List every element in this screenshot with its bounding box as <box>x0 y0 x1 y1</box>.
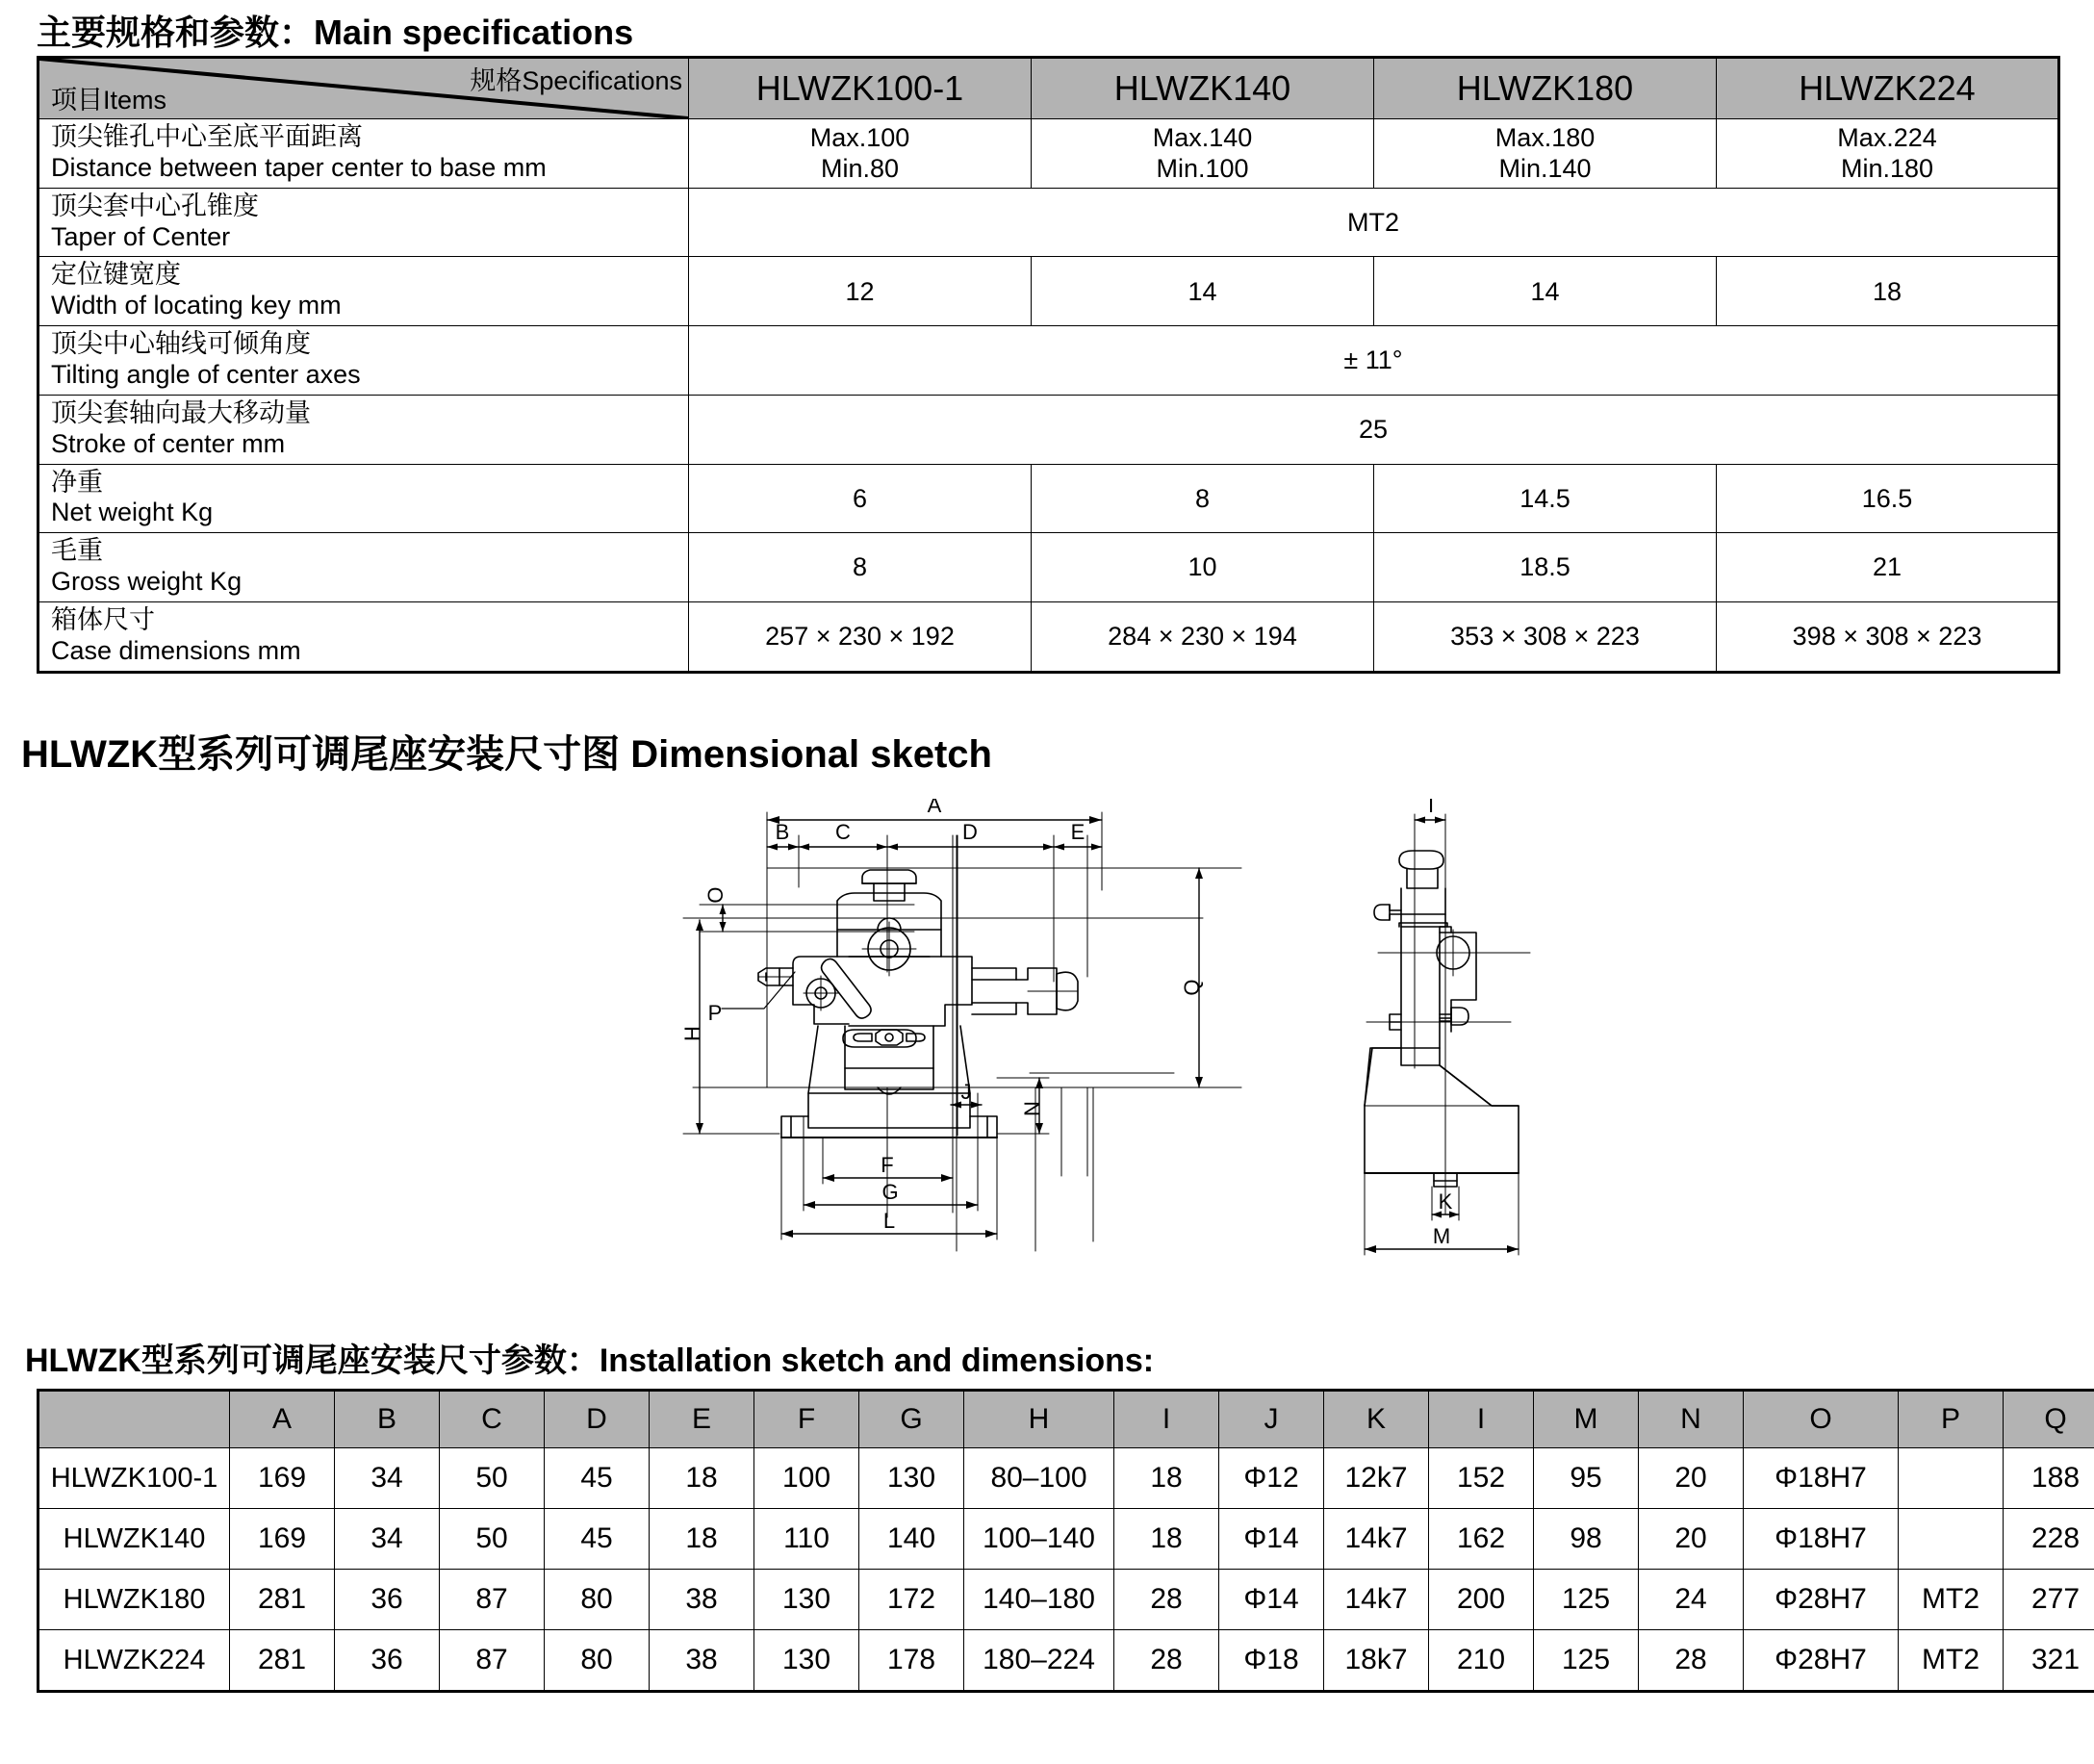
dim-column-header-E: E <box>650 1391 754 1448</box>
dim-column-header-K: K <box>1324 1391 1429 1448</box>
dim-cell-H: 80–100 <box>964 1448 1114 1509</box>
spec-row-item-label-cn: 净重 <box>51 467 103 497</box>
sketch-label-G: G <box>881 1180 899 1204</box>
dim-cell-C: 50 <box>440 1509 545 1570</box>
dim-column-header-I: I <box>1429 1391 1534 1448</box>
dim-cell-M: 125 <box>1534 1570 1639 1630</box>
dim-cell-I: 18 <box>1114 1448 1219 1509</box>
dim-cell-I: 28 <box>1114 1570 1219 1630</box>
dim-cell-C: 87 <box>440 1570 545 1630</box>
dim-cell-I: 152 <box>1429 1448 1534 1509</box>
spec-value-line1: 257 × 230 × 192 <box>765 622 955 652</box>
sketch-label-A: A <box>927 799 942 817</box>
sketch-label-M: M <box>1432 1224 1451 1248</box>
spec-row-item-label <box>38 257 689 326</box>
spec-row-item-label-en: Stroke of center mm <box>51 428 286 458</box>
table-row <box>38 1509 2094 1570</box>
dim-cell-O: Φ18H7 <box>1744 1448 1899 1509</box>
spec-value-line1: 10 <box>1187 552 1217 582</box>
dim-column-header-model <box>38 1391 230 1448</box>
spec-table-row <box>38 257 2059 326</box>
dim-column-header-M: M <box>1534 1391 1639 1448</box>
spec-row-item-label-cn: 箱体尺寸 <box>51 605 155 635</box>
spec-value-cell <box>1032 533 1374 602</box>
section-title-installation-dimensions: HLWZK型系列可调尾座安装尺寸参数：Installation sketch and dimensions: <box>25 1342 1155 1379</box>
dim-cell-F: 110 <box>754 1509 859 1570</box>
spec-value-line1: MT2 <box>1347 207 1399 237</box>
spec-value-cell <box>1032 257 1374 326</box>
spec-value-line1: Max.224 <box>1837 122 1937 152</box>
spec-value-line1: 284 × 230 × 194 <box>1108 622 1297 652</box>
dim-column-header-P: P <box>1899 1391 2004 1448</box>
spec-value-line1: Max.180 <box>1494 122 1596 152</box>
dim-cell-F: 130 <box>754 1630 859 1692</box>
table-row <box>38 1570 2094 1630</box>
spec-value-line1: Max.140 <box>1152 122 1253 152</box>
spec-row-item-label <box>38 119 689 189</box>
dim-cell-N: 24 <box>1639 1570 1744 1630</box>
dim-cell-G: 172 <box>859 1570 964 1630</box>
dim-cell-G: 130 <box>859 1448 964 1509</box>
dim-cell-Q: 228 <box>2004 1509 2094 1570</box>
dim-cell-P: MT2 <box>1899 1570 2004 1630</box>
dim-cell-B: 34 <box>335 1448 440 1509</box>
dim-column-header-B: B <box>335 1391 440 1448</box>
spec-row-item-label-cn: 定位键宽度 <box>51 260 181 290</box>
dim-cell-N: 20 <box>1639 1509 1744 1570</box>
dim-column-header-J: J <box>1219 1391 1324 1448</box>
spec-value-line1: 8 <box>1194 483 1211 513</box>
dim-cell-H: 100–140 <box>964 1509 1114 1570</box>
dim-column-header-F: F <box>754 1391 859 1448</box>
spec-column-header-model-3: HLWZK224 <box>1717 58 2059 119</box>
dim-cell-A: 169 <box>230 1448 335 1509</box>
spec-value-line1: 14 <box>1530 276 1560 306</box>
dim-row-model-name: HLWZK180 <box>38 1570 230 1630</box>
dim-cell-D: 45 <box>545 1448 650 1509</box>
spec-value-cell <box>1374 464 1717 533</box>
spec-row-item-label-cn: 顶尖套轴向最大移动量 <box>51 397 311 427</box>
sketch-label-H: H <box>680 1026 704 1041</box>
installation-dimensions-table <box>37 1389 2094 1693</box>
sketch-label-L: L <box>882 1209 896 1233</box>
spec-row-item-label <box>38 464 689 533</box>
dimension-table-body <box>38 1448 2094 1692</box>
spec-value-cell <box>1374 119 1717 189</box>
dim-cell-F: 100 <box>754 1448 859 1509</box>
dim-cell-N: 20 <box>1639 1448 1744 1509</box>
sketch-label-K: K <box>1438 1189 1453 1214</box>
spec-value-line1: 398 × 308 × 223 <box>1792 622 1982 652</box>
section-title-dimensional-sketch: HLWZK型系列可调尾座安装尺寸图 Dimensional sketch <box>21 733 992 776</box>
spec-value-line1: ± 11° <box>1343 345 1403 375</box>
dim-row-model-name: HLWZK140 <box>38 1509 230 1570</box>
spec-row-item-label-cn: 顶尖锥孔中心至底平面距离 <box>51 122 363 151</box>
dim-column-header-N: N <box>1639 1391 1744 1448</box>
dim-column-header-D: D <box>545 1391 650 1448</box>
dim-cell-I: 28 <box>1114 1630 1219 1692</box>
dim-cell-Q: 188 <box>2004 1448 2094 1509</box>
spec-table-row <box>38 119 2059 189</box>
page-title-main-specifications: 主要规格和参数：Main specifications <box>37 13 634 52</box>
sketch-label-C: C <box>835 820 851 844</box>
spec-value-cell <box>1717 464 2059 533</box>
spec-value-cell <box>1032 602 1374 673</box>
dim-cell-D: 45 <box>545 1509 650 1570</box>
dim-cell-I: 200 <box>1429 1570 1534 1630</box>
dim-column-header-H: H <box>964 1391 1114 1448</box>
spec-table-row <box>38 395 2059 464</box>
spec-value-cell <box>689 464 1032 533</box>
sketch-label-J: J <box>960 1080 972 1104</box>
spec-value-cell <box>1717 257 2059 326</box>
dim-cell-H: 180–224 <box>964 1630 1114 1692</box>
spec-row-item-label-cn: 顶尖套中心孔锥度 <box>51 191 259 220</box>
spec-value-line1: 25 <box>1358 415 1389 445</box>
dim-cell-K: 14k7 <box>1324 1570 1429 1630</box>
spec-row-item-label-en: Tilting angle of center axes <box>51 360 361 390</box>
spec-value-cell <box>1374 257 1717 326</box>
dim-cell-P <box>1899 1509 2004 1570</box>
sketch-label-B: B <box>775 820 790 844</box>
sketch-label-P: P <box>707 1001 723 1025</box>
spec-value-line2: Min.100 <box>1156 154 1249 184</box>
sketch-label-Q: Q <box>1180 979 1204 996</box>
spec-column-header-model-2: HLWZK180 <box>1374 58 1717 119</box>
main-specifications-table <box>37 56 2060 674</box>
dim-cell-F: 130 <box>754 1570 859 1630</box>
spec-table-row <box>38 188 2059 257</box>
dim-cell-I: 210 <box>1429 1630 1534 1692</box>
dim-cell-G: 140 <box>859 1509 964 1570</box>
dim-cell-O: Φ28H7 <box>1744 1630 1899 1692</box>
spec-row-item-label <box>38 533 689 602</box>
spec-header-items-label: 项目Items <box>51 86 167 115</box>
spec-value-cell <box>689 395 2059 464</box>
dim-row-model-name: HLWZK224 <box>38 1630 230 1692</box>
spec-value-cell <box>689 188 2059 257</box>
spec-row-item-label-en: Case dimensions mm <box>51 635 301 665</box>
spec-value-line1: 18.5 <box>1519 552 1570 582</box>
spec-value-cell <box>689 602 1032 673</box>
spec-row-item-label <box>38 395 689 464</box>
sketch-label-O: O <box>703 886 728 904</box>
dim-cell-K: 12k7 <box>1324 1448 1429 1509</box>
spec-value-cell <box>1374 602 1717 673</box>
dim-cell-I: 18 <box>1114 1509 1219 1570</box>
dim-cell-G: 178 <box>859 1630 964 1692</box>
dim-cell-J: Φ18 <box>1219 1630 1324 1692</box>
dim-cell-O: Φ18H7 <box>1744 1509 1899 1570</box>
dim-cell-M: 125 <box>1534 1630 1639 1692</box>
dim-cell-E: 18 <box>650 1509 754 1570</box>
spec-value-line1: 353 × 308 × 223 <box>1450 622 1640 652</box>
dim-cell-P <box>1899 1448 2004 1509</box>
dim-cell-C: 50 <box>440 1448 545 1509</box>
dim-column-header-I: I <box>1114 1391 1219 1448</box>
dim-cell-Q: 321 <box>2004 1630 2094 1692</box>
spec-value-cell <box>1717 602 2059 673</box>
spec-value-line2: Min.140 <box>1498 154 1592 184</box>
spec-row-item-label <box>38 326 689 396</box>
dim-column-header-C: C <box>440 1391 545 1448</box>
dim-cell-E: 38 <box>650 1630 754 1692</box>
spec-value-cell <box>1032 464 1374 533</box>
spec-value-cell <box>1374 533 1717 602</box>
dim-cell-P: MT2 <box>1899 1630 2004 1692</box>
spec-header-specifications-label: 规格Specifications <box>470 66 682 95</box>
spec-value-line1: 14.5 <box>1519 483 1570 513</box>
spec-table-corner-cell <box>38 58 689 119</box>
spec-value-cell <box>689 119 1032 189</box>
dim-cell-D: 80 <box>545 1570 650 1630</box>
dim-column-header-O: O <box>1744 1391 1899 1448</box>
sketch-label-N: N <box>1020 1101 1044 1116</box>
spec-column-header-model-1: HLWZK140 <box>1032 58 1374 119</box>
dim-cell-B: 34 <box>335 1509 440 1570</box>
dimensional-sketch-drawing <box>664 799 1684 1309</box>
dim-cell-A: 281 <box>230 1570 335 1630</box>
spec-row-item-label-en: Width of locating key mm <box>51 291 342 320</box>
sketch-label-E: E <box>1070 820 1085 844</box>
spec-value-line1: 8 <box>852 552 868 582</box>
dim-cell-H: 140–180 <box>964 1570 1114 1630</box>
spec-value-cell <box>1717 119 2059 189</box>
spec-table-row <box>38 533 2059 602</box>
spec-row-item-label-cn: 毛重 <box>51 536 103 566</box>
dim-cell-B: 36 <box>335 1570 440 1630</box>
sketch-label-F: F <box>881 1153 894 1177</box>
dim-cell-J: Φ12 <box>1219 1448 1324 1509</box>
spec-row-item-label-en: Net weight Kg <box>51 498 214 527</box>
spec-table-body <box>38 119 2059 673</box>
spec-value-line1: 18 <box>1872 276 1902 306</box>
spec-row-item-label <box>38 602 689 673</box>
table-row <box>38 1448 2094 1509</box>
spec-row-item-label <box>38 188 689 257</box>
dim-cell-K: 14k7 <box>1324 1509 1429 1570</box>
spec-table-row <box>38 602 2059 673</box>
spec-value-cell <box>689 257 1032 326</box>
spec-table-row <box>38 464 2059 533</box>
dim-cell-C: 87 <box>440 1630 545 1692</box>
dim-cell-J: Φ14 <box>1219 1509 1324 1570</box>
sketch-label-D: D <box>962 820 978 844</box>
spec-row-item-label-en: Taper of Center <box>51 221 231 251</box>
spec-value-line1: 12 <box>845 276 875 306</box>
dim-cell-I: 162 <box>1429 1509 1534 1570</box>
spec-value-cell <box>1032 119 1374 189</box>
dim-cell-B: 36 <box>335 1630 440 1692</box>
dim-cell-Q: 277 <box>2004 1570 2094 1630</box>
dim-cell-N: 28 <box>1639 1630 1744 1692</box>
spec-row-item-label-en: Gross weight Kg <box>51 567 243 597</box>
dim-cell-M: 95 <box>1534 1448 1639 1509</box>
dim-column-header-Q: Q <box>2004 1391 2094 1448</box>
dim-cell-D: 80 <box>545 1630 650 1692</box>
dim-cell-K: 18k7 <box>1324 1630 1429 1692</box>
spec-value-line1: Max.100 <box>809 122 910 152</box>
dim-cell-A: 281 <box>230 1630 335 1692</box>
spec-table-header-row <box>38 58 2059 119</box>
spec-value-cell <box>689 533 1032 602</box>
spec-column-header-model-0: HLWZK100-1 <box>689 58 1032 119</box>
dim-column-header-A: A <box>230 1391 335 1448</box>
spec-table-row <box>38 326 2059 396</box>
spec-value-line1: 16.5 <box>1861 483 1913 513</box>
spec-value-cell <box>1717 533 2059 602</box>
dim-cell-E: 38 <box>650 1570 754 1630</box>
spec-value-line2: Min.180 <box>1840 154 1934 184</box>
spec-value-cell <box>689 326 2059 396</box>
spec-value-line1: 14 <box>1187 276 1217 306</box>
spec-value-line1: 6 <box>852 483 868 513</box>
spec-row-item-label-cn: 顶尖中心轴线可倾角度 <box>51 329 311 359</box>
dim-cell-M: 98 <box>1534 1509 1639 1570</box>
sketch-label-I: I <box>1427 799 1435 817</box>
spec-value-line2: Min.80 <box>820 154 900 184</box>
dim-cell-E: 18 <box>650 1448 754 1509</box>
dimension-table-header-row <box>38 1391 2094 1448</box>
dim-column-header-G: G <box>859 1391 964 1448</box>
spec-row-item-label-en: Distance between taper center to base mm <box>51 152 547 182</box>
dim-cell-O: Φ28H7 <box>1744 1570 1899 1630</box>
dim-row-model-name: HLWZK100-1 <box>38 1448 230 1509</box>
dim-cell-A: 169 <box>230 1509 335 1570</box>
spec-value-line1: 21 <box>1872 552 1902 582</box>
tailstock-technical-drawing-svg <box>664 799 1684 1309</box>
dim-cell-J: Φ14 <box>1219 1570 1324 1630</box>
table-row <box>38 1630 2094 1692</box>
